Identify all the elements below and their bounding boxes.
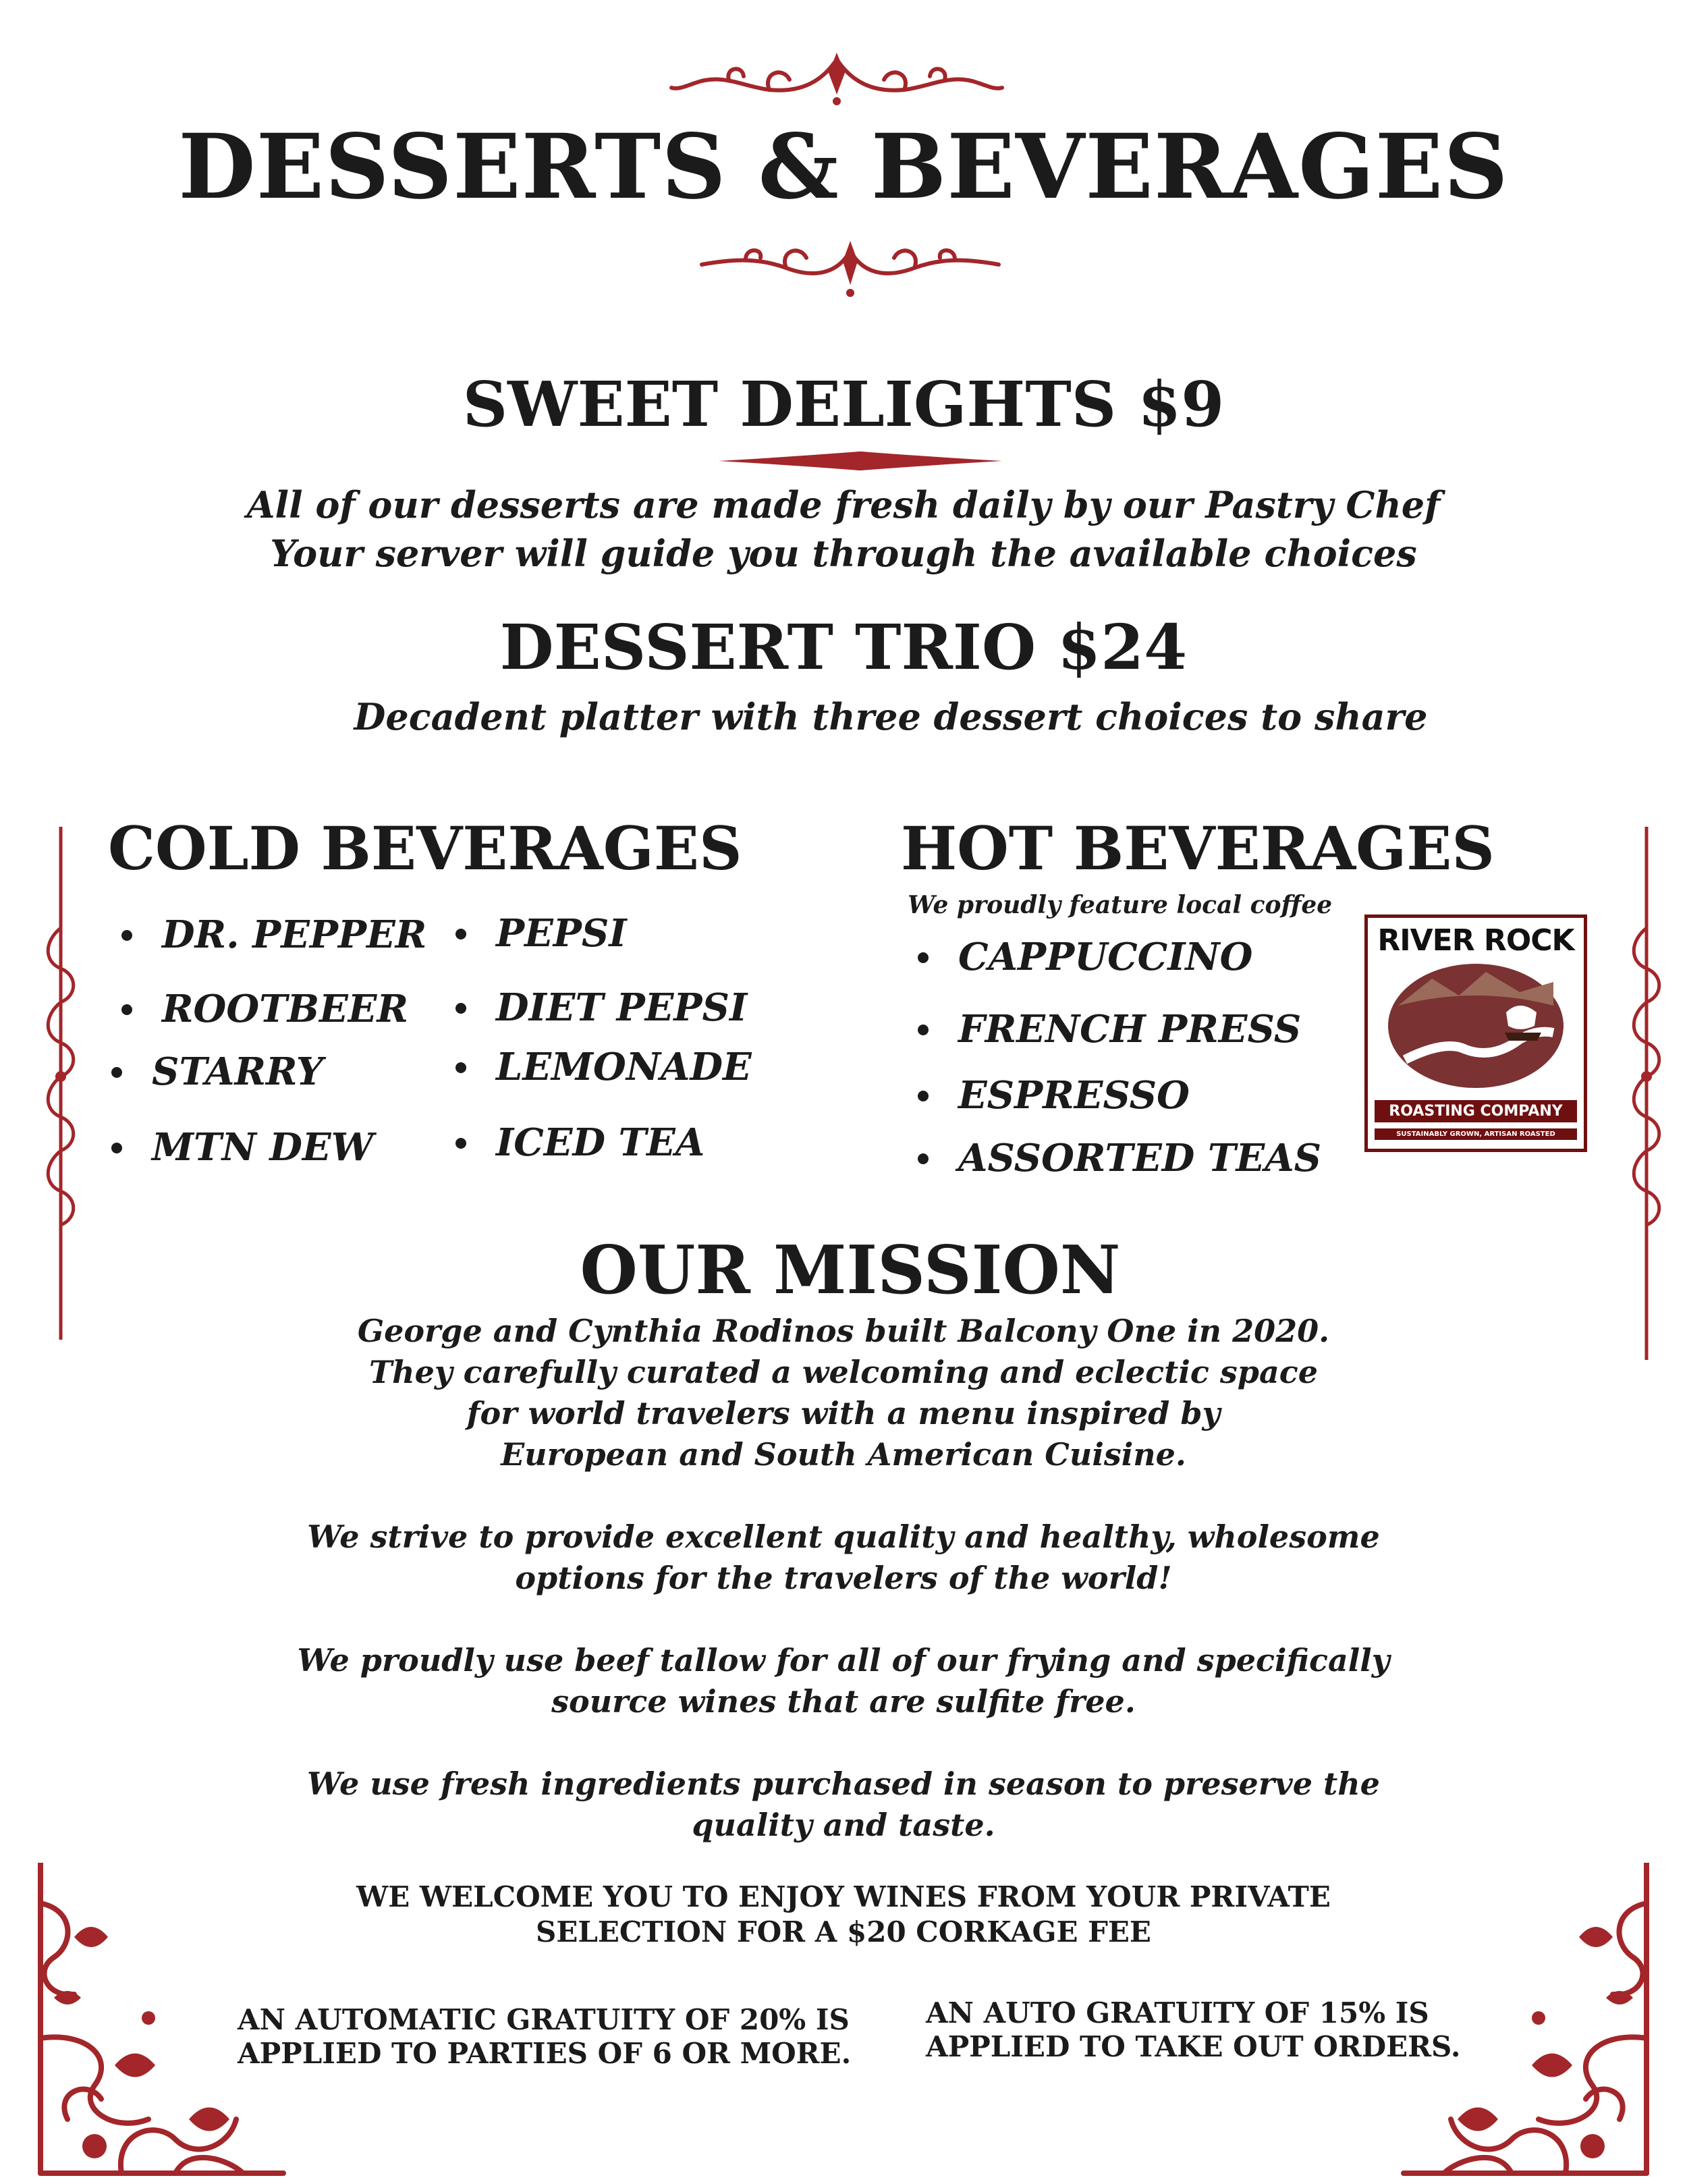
title-ornament — [698, 238, 1002, 298]
gratuity-20-notice — [238, 2003, 851, 2071]
mission-paragraph — [0, 1640, 1687, 1722]
mission-line: George and Cynthia Rodinos built Balcony One in 2020. — [357, 1313, 1330, 1349]
our-mission-heading: OUR MISSION — [580, 1232, 1121, 1309]
list-item: CAPPUCCINO — [918, 935, 1252, 979]
corkage-line: WE WELCOME YOU TO ENJOY WINES FROM YOUR PRIVATE — [356, 1880, 1331, 1913]
sweet-divider — [719, 449, 1002, 473]
corkage-line: SELECTION FOR A $20 CORKAGE FEE — [536, 1915, 1151, 1948]
page-title: DESSERTS & BEVERAGES — [178, 115, 1509, 219]
river-rock-logo — [1364, 914, 1587, 1152]
gratuity-line: APPLIED TO TAKE OUT ORDERS. — [926, 2030, 1461, 2063]
gratuity-line: APPLIED TO PARTIES OF 6 OR MORE. — [238, 2037, 852, 2070]
list-item: DR. PEPPER — [121, 912, 426, 957]
dessert-trio-description: Decadent platter with three dessert choices to share — [354, 695, 1428, 738]
mission-paragraph — [0, 1311, 1687, 1475]
sweet-desc-line: Your server will guide you through the available choices — [270, 532, 1417, 575]
list-item: ROOTBEER — [121, 987, 408, 1031]
list-item: LEMONADE — [455, 1045, 752, 1089]
mission-line: quality and taste. — [692, 1807, 995, 1843]
mission-body — [0, 1311, 1687, 1887]
mission-line: for world travelers with a menu inspired by — [466, 1395, 1221, 1431]
mission-line: We strive to provide excellent quality and healthy, wholesome — [307, 1519, 1380, 1555]
list-item: ICED TEA — [455, 1120, 704, 1165]
cold-beverages-heading: COLD BEVERAGES — [108, 813, 742, 883]
logo-title: RIVER ROCK — [1377, 923, 1574, 958]
list-item: DIET PEPSI — [455, 985, 747, 1030]
list-item: FRENCH PRESS — [918, 1007, 1301, 1052]
dessert-trio-heading: DESSERT TRIO $24 — [499, 611, 1188, 684]
mission-line: We proudly use beef tallow for all of our frying and specifically — [297, 1642, 1390, 1678]
sweet-description — [0, 481, 1687, 578]
gratuity-line: AN AUTOMATIC GRATUITY OF 20% IS — [238, 2003, 850, 2036]
mission-line: We use fresh ingredients purchased in season to preserve the — [307, 1766, 1380, 1802]
list-item: ESPRESSO — [918, 1073, 1190, 1118]
sweet-desc-line: All of our desserts are made fresh daily by our Pastry Chef — [246, 483, 1441, 526]
mission-line: source wines that are sulfite free. — [551, 1683, 1136, 1720]
logo-tagline: SUSTAINABLY GROWN, ARTISAN ROASTED — [1375, 1128, 1577, 1140]
mission-paragraph — [0, 1517, 1687, 1599]
mission-line: options for the travelers of the world! — [515, 1560, 1172, 1596]
river-rock-logo-mark-icon — [1385, 958, 1567, 1093]
list-item: MTN DEW — [111, 1125, 373, 1170]
hot-beverages-heading: HOT BEVERAGES — [901, 813, 1495, 883]
logo-subtitle: ROASTING COMPANY — [1375, 1100, 1577, 1122]
mission-line: They carefully curated a welcoming and eclectic space — [368, 1354, 1319, 1390]
bottom-right-corner-ornament — [1390, 1863, 1674, 2180]
list-item: PEPSI — [455, 911, 627, 956]
list-item: STARRY — [111, 1049, 323, 1094]
sweet-delights-heading: SWEET DELIGHTS $9 — [462, 368, 1225, 441]
bottom-left-corner-ornament — [13, 1863, 297, 2180]
top-ornament — [668, 53, 1005, 107]
gratuity-15-notice — [926, 1996, 1461, 2064]
mission-paragraph — [0, 1764, 1687, 1846]
mission-line: European and South American Cuisine. — [501, 1436, 1186, 1473]
list-item: ASSORTED TEAS — [918, 1136, 1321, 1180]
hot-beverages-subtitle: We proudly feature local coffee — [908, 891, 1333, 919]
gratuity-line: AN AUTO GRATUITY OF 15% IS — [926, 1996, 1429, 2029]
